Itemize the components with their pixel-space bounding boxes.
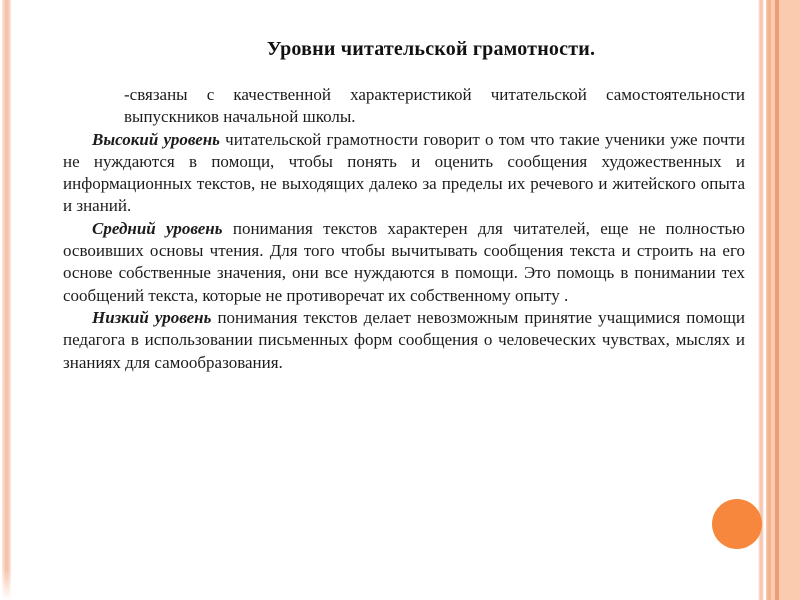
paragraph-middle-level (63, 218, 745, 307)
paragraph-text: понимания текстов характерен для читателей, еще не полностью освоивших основы чтения. Для того чтобы вычитывать сообщения текста и строить на его основе собственные значения, они все нуждаются в помощи. Это помощь в понимании тех сообщений текста, которые не противоречат их собственному опыту . (63, 218, 745, 305)
right-border-band (756, 0, 800, 600)
paragraph-lead: Средний уровень (92, 218, 223, 238)
accent-circle (712, 499, 762, 549)
left-border-stripe (2, 0, 11, 600)
paragraph-high-level (63, 129, 745, 218)
paragraph-text: читательской грамотности говорит о том что такие ученики уже почти не нуждаются в помощи, чтобы понять и оценить сообщения художественных и информационных текстов, не выходящих далеко за пределы их речевого и житейского опыта и знаний. (63, 129, 746, 216)
paragraph-lead: Высокий уровень (92, 129, 220, 149)
paragraph-text: понимания текстов делает невозможным принятие учащимися помощи педагога в использовании письменных форм сообщения о человеческих чувствах, мыслях и знаниях для самообразования. (63, 307, 745, 372)
paragraph-low-level (63, 307, 745, 374)
slide-title: Уровни читательской грамотности. (266, 38, 596, 60)
paragraph-definition (124, 84, 745, 129)
slide-body (63, 84, 745, 374)
paragraph-lead: Низкий уровень (92, 307, 212, 327)
paragraph-text: -связаны с качественной характеристикой читательской самостоятельности выпускников начальной школы. (124, 85, 745, 127)
